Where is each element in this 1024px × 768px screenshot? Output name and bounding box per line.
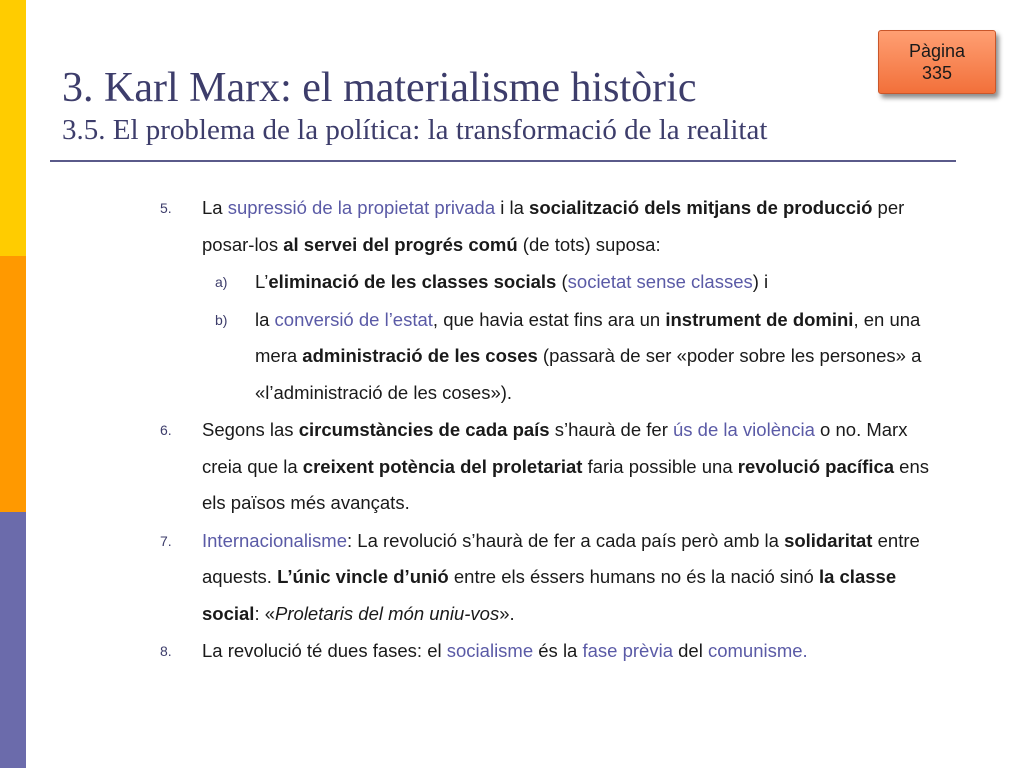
bold-text: administració de les coses [302, 345, 538, 366]
text: Segons las [202, 419, 299, 440]
list-number: 8. [160, 643, 172, 659]
text: o no. Marx creia que la [202, 419, 908, 477]
list-number: 7. [160, 532, 172, 549]
list-letter: b) [215, 311, 228, 328]
list-item-8 [160, 633, 950, 670]
text: (de tots) suposa: [517, 233, 661, 255]
highlight-text: fase prèvia [582, 640, 673, 661]
page-badge-label: Pàgina [908, 41, 966, 61]
list-item-b [160, 302, 950, 412]
bold-text: solidaritat [784, 529, 873, 551]
text: entre els éssers humans no és la nació sinó [448, 566, 819, 587]
side-bar-purple [0, 512, 26, 768]
text: entre aquests. [202, 529, 920, 587]
bold-text: al servei del progrés comú [283, 233, 518, 255]
list-item-5 [160, 190, 950, 263]
text: ens els països més avançats. [202, 455, 930, 513]
list-item-6 [160, 412, 950, 522]
text: per posar-los [202, 197, 905, 255]
text: ) i [752, 271, 769, 292]
highlight-text: comunisme. [707, 640, 808, 661]
highlight-text: socialisme [446, 640, 534, 661]
slide-title [62, 62, 882, 148]
slide-title-main: 3. Karl Marx: el materialisme històric [62, 65, 697, 111]
text: (passarà de ser «poder sobre les persones» a «l’administració de les coses»). [255, 345, 922, 403]
list-letter: a) [215, 274, 228, 290]
bold-text: socialització dels mitjans de producció [529, 197, 873, 218]
text: la [255, 308, 275, 330]
list-number: 6. [160, 422, 172, 438]
bold-text: la classe social [202, 566, 897, 624]
text: , en una mera [255, 308, 921, 366]
text: ». [499, 602, 515, 624]
page-badge [878, 30, 996, 94]
text: : « [254, 602, 276, 624]
bold-text: eliminació de les classes socials [268, 271, 557, 292]
highlight-text: conversió de l’estat [274, 308, 433, 330]
bold-text: creixent potència del proletariat [302, 455, 583, 477]
bold-text: revolució pacífica [737, 455, 895, 477]
list-number: 5. [160, 200, 172, 216]
text: La [202, 197, 228, 218]
text: , que havia estat fins ara un [432, 308, 666, 330]
side-bar-yellow [0, 0, 26, 256]
bold-text: instrument de domini [665, 308, 854, 330]
text: del [672, 640, 708, 661]
highlight-text: ús de la violència [673, 419, 815, 440]
page-badge-number: 335 [921, 63, 953, 83]
list-item-a [160, 264, 950, 301]
text: La revolució té dues fases: el [202, 640, 447, 661]
text: és la [533, 640, 583, 661]
list-item-7 [160, 523, 950, 633]
text: L’ [255, 271, 269, 292]
highlight-text: Internacionalisme [202, 529, 347, 551]
slide-title-sub: 3.5. El problema de la política: la transformació de la realitat [62, 114, 768, 146]
text: faria possible una [582, 455, 738, 477]
text: : La revolució s’haurà de fer a cada país però amb la [347, 529, 785, 551]
title-divider [50, 160, 956, 162]
text: ( [556, 271, 568, 292]
slide-body [160, 190, 950, 671]
highlight-text: societat sense classes [567, 271, 753, 292]
italic-text: Proletaris del món uniu-vos [275, 602, 500, 624]
highlight-text: supressió de la propietat privada [227, 197, 496, 218]
side-bar-orange [0, 256, 26, 512]
bold-text: circumstàncies de cada país [298, 419, 550, 440]
text: s’haurà de fer [549, 419, 673, 440]
bold-text: L’únic vincle d’unió [277, 566, 449, 587]
text: i la [495, 197, 530, 218]
